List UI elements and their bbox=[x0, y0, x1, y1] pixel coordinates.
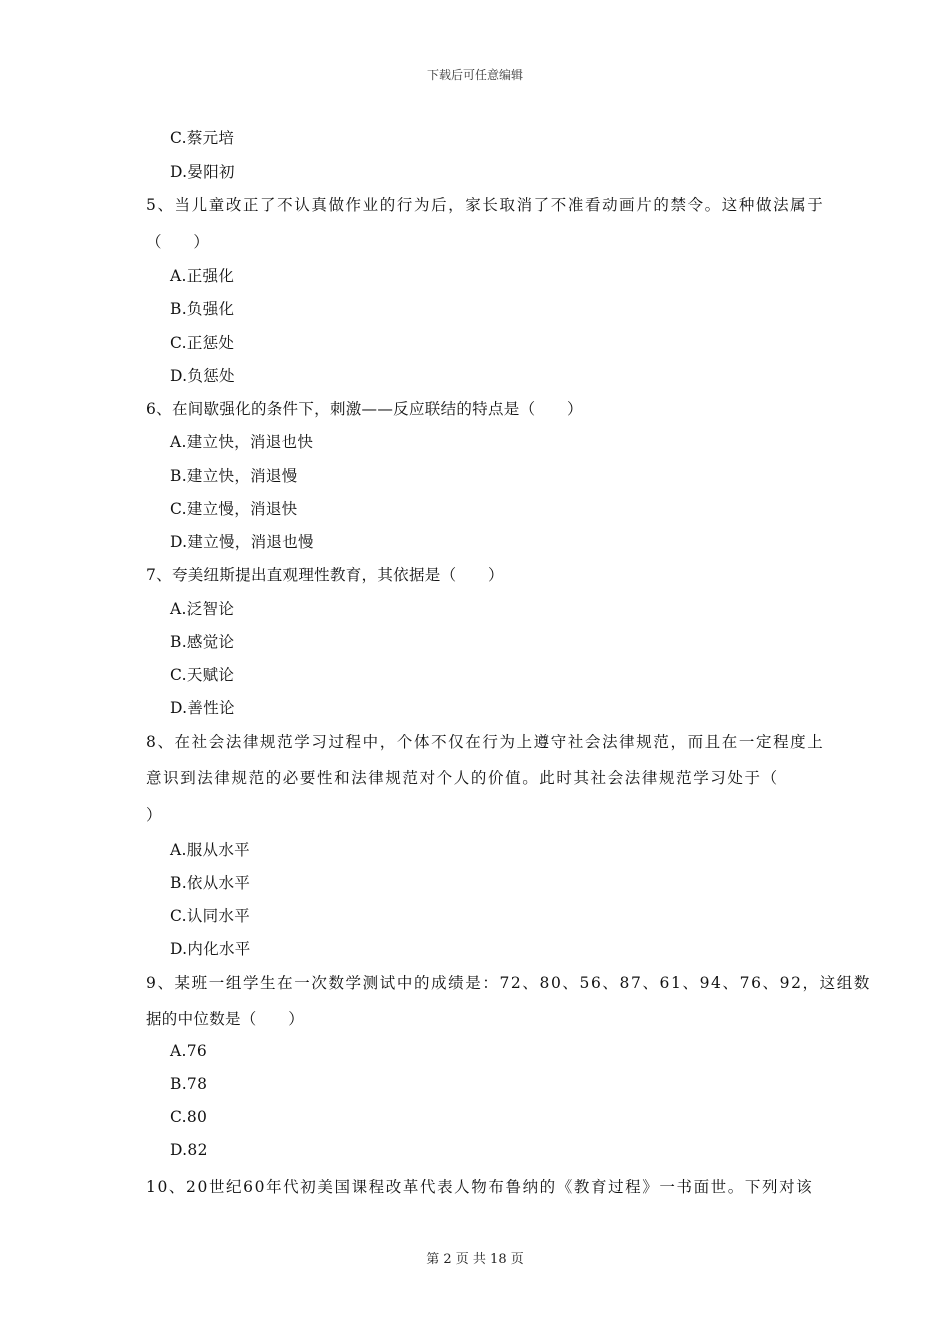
option-d: D.晏阳初 bbox=[170, 163, 235, 181]
option-a: A.76 bbox=[170, 1042, 208, 1060]
option-a: A.服从水平 bbox=[170, 841, 250, 859]
question-8: 8、在社会法律规范学习过程中，个体不仅在行为上遵守社会法律规范，而且在一定程度上 bbox=[146, 733, 825, 751]
question-9-continued: 据的中位数是（ ） bbox=[146, 1010, 305, 1028]
option-c: C.天赋论 bbox=[170, 666, 235, 684]
question-5-blank: （ ） bbox=[146, 233, 210, 251]
option-d: D.内化水平 bbox=[170, 940, 251, 958]
option-c: C.建立慢，消退快 bbox=[170, 500, 298, 518]
option-d: D.善性论 bbox=[170, 699, 235, 717]
option-b: B.感觉论 bbox=[170, 633, 235, 651]
option-d: D.负惩处 bbox=[170, 367, 235, 385]
question-5: 5、当儿童改正了不认真做作业的行为后，家长取消了不准看动画片的禁令。这种做法属于 bbox=[146, 196, 825, 214]
option-c: C.认同水平 bbox=[170, 907, 251, 925]
option-d: D.建立慢，消退也慢 bbox=[170, 533, 314, 551]
option-a: A.泛智论 bbox=[170, 600, 235, 618]
question-8-blank: ） bbox=[146, 806, 162, 824]
option-b: B.78 bbox=[170, 1075, 208, 1093]
option-d: D.82 bbox=[170, 1141, 208, 1159]
option-a: A.正强化 bbox=[170, 267, 235, 285]
question-7: 7、夸美纽斯提出直观理性教育，其依据是（ ） bbox=[146, 566, 504, 584]
option-b: B.依从水平 bbox=[170, 874, 251, 892]
page-header: 下载后可任意编辑 bbox=[426, 68, 523, 82]
option-a: A.建立快，消退也快 bbox=[170, 433, 314, 451]
question-8-continued: 意识到法律规范的必要性和法律规范对个人的价值。此时其社会法律规范学习处于（ bbox=[146, 769, 779, 787]
page-footer: 第 2 页 共 18 页 bbox=[426, 1252, 524, 1267]
question-9: 9、某班一组学生在一次数学测试中的成绩是：72、80、56、87、61、94、76、92，这组数 bbox=[146, 974, 871, 992]
option-b: B.建立快，消退慢 bbox=[170, 467, 298, 485]
option-c: C.蔡元培 bbox=[170, 129, 235, 147]
question-6: 6、在间歇强化的条件下，刺激——反应联结的特点是（ ） bbox=[146, 400, 583, 418]
option-c: C.80 bbox=[170, 1108, 208, 1126]
option-b: B.负强化 bbox=[170, 300, 235, 318]
question-10: 10、20世纪60年代初美国课程改革代表人物布鲁纳的《教育过程》一书面世。下列对该 bbox=[146, 1178, 814, 1196]
option-c: C.正惩处 bbox=[170, 334, 235, 352]
